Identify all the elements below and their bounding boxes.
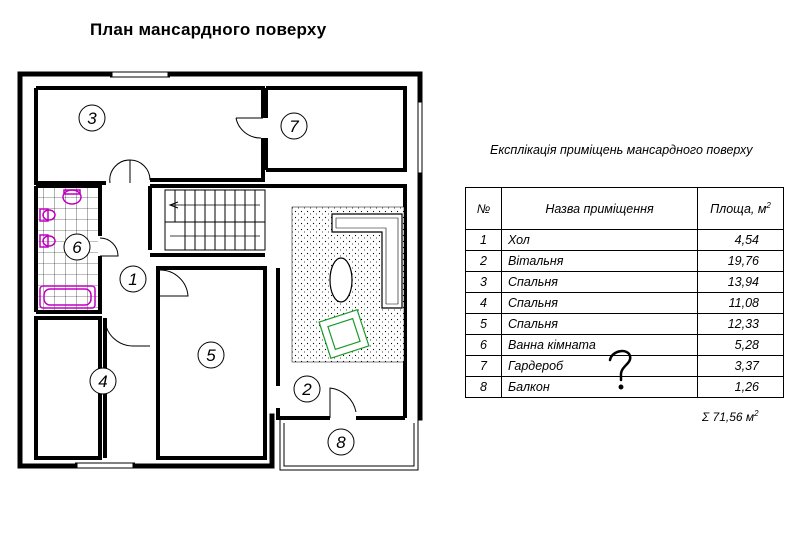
row-number: 4 <box>466 293 502 314</box>
row-area: 5,28 <box>698 335 784 356</box>
room-label-2 <box>294 376 320 402</box>
row-name: Хол <box>502 230 698 251</box>
row-area: 13,94 <box>698 272 784 293</box>
row-name: Вітальня <box>502 251 698 272</box>
svg-text:2: 2 <box>302 380 312 399</box>
room-label-4 <box>90 368 116 394</box>
row-number: 5 <box>466 314 502 335</box>
row-name: Гардероб <box>502 356 698 377</box>
row-area: 19,76 <box>698 251 784 272</box>
plan-title: План мансардного поверху <box>90 20 327 39</box>
svg-text:8: 8 <box>336 433 346 452</box>
row-number: 2 <box>466 251 502 272</box>
table-row <box>466 293 784 314</box>
header-name: Назва приміщення <box>502 188 698 230</box>
row-name: Спальня <box>502 272 698 293</box>
table-row <box>466 356 784 377</box>
table-row <box>466 251 784 272</box>
table-row <box>466 314 784 335</box>
table-row <box>466 272 784 293</box>
row-number: 6 <box>466 335 502 356</box>
row-number: 3 <box>466 272 502 293</box>
explication-caption: Експлікація приміщень мансардного поверху <box>490 143 753 157</box>
row-area: 11,08 <box>698 293 784 314</box>
total-area: Σ 71,56 $м^2$ <box>702 409 759 424</box>
header-no: № <box>466 188 502 230</box>
row-name: Спальня <box>502 293 698 314</box>
room-label-3 <box>79 105 105 131</box>
table-header-row <box>466 188 784 230</box>
table-row <box>466 377 784 398</box>
room-label-1 <box>120 266 146 292</box>
row-name: Балкон <box>502 377 698 398</box>
svg-text:6: 6 <box>72 238 82 257</box>
row-area: 12,33 <box>698 314 784 335</box>
svg-text:7: 7 <box>289 117 299 136</box>
explication-table <box>465 187 784 398</box>
table-row <box>466 230 784 251</box>
room-label-5 <box>198 342 224 368</box>
header-area: Площа, $м^2$ <box>698 188 784 230</box>
row-number: 8 <box>466 377 502 398</box>
staircase <box>165 190 265 250</box>
row-name: Спальня <box>502 314 698 335</box>
svg-text:5: 5 <box>206 346 216 365</box>
svg-text:1: 1 <box>128 270 138 289</box>
row-area: 3,37 <box>698 356 784 377</box>
row-name: Ванна кімната <box>502 335 698 356</box>
room-label-8 <box>328 429 354 455</box>
table-row <box>466 335 784 356</box>
row-number: 7 <box>466 356 502 377</box>
svg-text:3: 3 <box>87 109 97 128</box>
room-label-6 <box>64 234 90 260</box>
svg-text:4: 4 <box>98 372 108 391</box>
room-label-7 <box>281 113 307 139</box>
row-number: 1 <box>466 230 502 251</box>
row-area: 1,26 <box>698 377 784 398</box>
row-area: 4,54 <box>698 230 784 251</box>
